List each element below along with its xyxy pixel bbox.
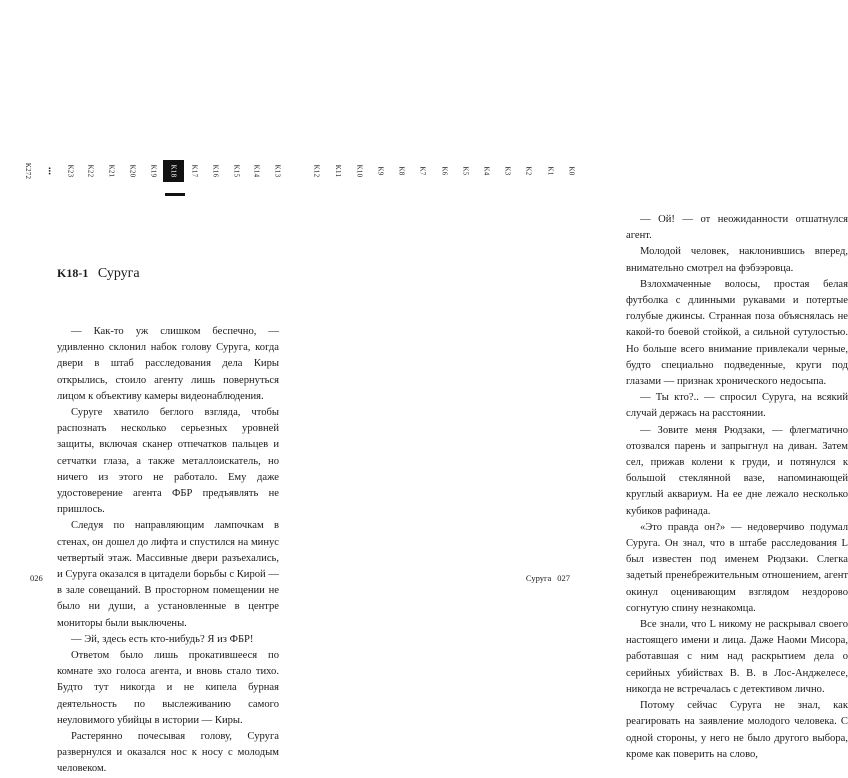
chapter-tab	[497, 160, 518, 182]
chapter-tab	[370, 160, 391, 182]
chapter-heading	[57, 266, 140, 282]
chapter-index-strip-left	[18, 160, 288, 182]
page-footer-right	[526, 573, 570, 583]
chapter-tab-label: K20	[128, 164, 137, 178]
chapter-tab-label: K11	[333, 164, 342, 178]
chapter-number: K18-1	[57, 266, 89, 280]
chapter-tab-label: K18	[169, 164, 178, 178]
chapter-tab	[246, 160, 267, 182]
chapter-tab	[60, 160, 81, 182]
chapter-tab-label: K272	[24, 162, 33, 180]
paragraph: Следуя по направляющим лампочкам в стенах, он дошел до лифта и спустился на минус четвертый этаж. Массивные двери разъехались, и Суруга оказался в цитадели борьбы с Кирой — в зале совещаний. В просторном помещении не было ни души, а установленные в центре мониторы были выключены.	[57, 520, 279, 629]
paragraph: Все знали, что L никому не раскрывал своего настоящего имени и лица. Даже Наоми Мисора, работавшая с ним над раскрытием дела о серийных убийствах В. В. в Лос-Анджелесе, никогда не встречалась с детективом лично.	[626, 619, 848, 695]
paragraph: Суруге хватило беглого взгляда, чтобы распознать несколько серьезных уровней защиты, включая сканер отпечатков пальцев и сетчатки глаза, а также металлоискатель, но ничего из этого не работало. Ему даже удостоверение агента ФБР предъявлять не пришлось.	[57, 407, 279, 516]
right-text-column	[626, 212, 848, 763]
paragraph: Потому сейчас Суруга не знал, как реагировать на заявление молодого человека. С одной стороны, у него не было другого выбора, кроме как поверить на слово,	[626, 700, 848, 760]
paragraph: — Ой! — от неожиданности отшатнулся агент.	[626, 214, 848, 242]
chapter-tab	[327, 160, 348, 182]
chapter-tab	[518, 160, 539, 182]
chapter-tab	[122, 160, 143, 182]
chapter-index-strip-right	[306, 160, 582, 182]
chapter-tab	[391, 160, 412, 182]
chapter-tab	[184, 160, 205, 182]
chapter-tab	[163, 160, 184, 182]
chapter-tab	[306, 160, 327, 182]
chapter-tab	[433, 160, 454, 182]
chapter-tab	[226, 160, 247, 182]
left-text-column	[57, 324, 279, 778]
chapter-title: Суруга	[97, 266, 140, 281]
chapter-tab-label: K6	[440, 166, 449, 176]
chapter-tab-label: K12	[312, 164, 321, 178]
chapter-tab	[39, 160, 60, 182]
chapter-tab-label: K2	[524, 166, 533, 176]
running-head: Суруга	[525, 573, 552, 583]
chapter-tab-label: •••	[45, 167, 54, 175]
paragraph: Ответом было лишь прокатившееся по комнате эхо голоса агента, и вновь стало тихо. Будто тут никогда и не кипела бурная деятельность по выслеживанию самого неуловимого убийцы в истории — Киры.	[57, 650, 279, 726]
chapter-tab-label: K14	[252, 164, 261, 178]
chapter-tab-label: K17	[190, 164, 199, 178]
chapter-tab-label: K15	[232, 164, 241, 178]
chapter-tab-label: K13	[273, 164, 282, 178]
chapter-tab-label: K9	[376, 166, 385, 176]
chapter-tab	[80, 160, 101, 182]
chapter-tab	[540, 160, 561, 182]
chapter-tab-label: K21	[107, 164, 116, 178]
paragraph: — Ты кто?.. — спросил Суруга, на всякий случай держась на расстоянии.	[626, 392, 848, 420]
chapter-tab	[412, 160, 433, 182]
chapter-tab	[18, 160, 39, 182]
active-chapter-marker	[165, 193, 185, 196]
chapter-tab	[455, 160, 476, 182]
page-number-right: 027	[557, 573, 570, 583]
chapter-tab-label: K0	[567, 166, 576, 176]
paragraph: Молодой человек, наклонившись вперед, внимательно смотрел на фэбээровца.	[626, 246, 848, 274]
chapter-tab	[143, 160, 164, 182]
chapter-tab-label: K5	[461, 166, 470, 176]
chapter-tab-label: K7	[418, 166, 427, 176]
chapter-tab-label: K8	[397, 166, 406, 176]
chapter-tab-label: K4	[482, 166, 491, 176]
page-number-left: 026	[30, 573, 43, 583]
chapter-tab-label: K1	[546, 166, 555, 176]
chapter-tab	[267, 160, 288, 182]
paragraph: — Эй, здесь есть кто-нибудь? Я из ФБР!	[71, 633, 254, 645]
chapter-tab-label: K10	[355, 164, 364, 178]
paragraph: Растерянно почесывая голову, Суруга развернулся и оказался нос к носу с молодым человеком.	[57, 731, 279, 775]
chapter-tab-label: K3	[503, 166, 512, 176]
chapter-tab-label: K22	[86, 164, 95, 178]
paragraph: — Как-то уж слишком беспечно, — удивленно склонил набок голову Суруга, когда двери в штаб расследования дела Киры открылись, стоило агенту лишь повернуться лицом к объективу камеры видеонаблюдения.	[57, 326, 279, 402]
chapter-tab	[205, 160, 226, 182]
paragraph: — Зовите меня Рюдзаки, — флегматично отозвался парень и запрыгнул на диван. Затем сел, прижав колени к груди, и потянулся к большой стеклянной вазе, напоминающей круглый аквариум. На ее дне лежало несколько кубиков рафинада.	[626, 424, 848, 517]
paragraph: «Это правда он?» — недоверчиво подумал Суруга. Он знал, что в штабе расследования L был известен под именем Рюдзаки. Слегка задетый пренебрежительным отношением, агент окинул оценивающим взглядом нездорово согнутую спину незнакомца.	[626, 521, 848, 614]
chapter-tab-label: K19	[148, 164, 157, 178]
chapter-tab-label: K23	[65, 164, 74, 178]
chapter-tab-label: K16	[211, 164, 220, 178]
paragraph: Взлохмаченные волосы, простая белая футболка с длинными рукавами и потертые голубые джинсы. Странная поза объяснялась не какой-то боевой стойкой, а сильной сутулостью. Но больше всего внимание привлекали черные, будто специально подведенные, круги под глазами — признак хронического недосыпа.	[626, 278, 848, 388]
chapter-tab	[101, 160, 122, 182]
chapter-tab	[348, 160, 369, 182]
chapter-tab	[561, 160, 582, 182]
chapter-tab	[476, 160, 497, 182]
